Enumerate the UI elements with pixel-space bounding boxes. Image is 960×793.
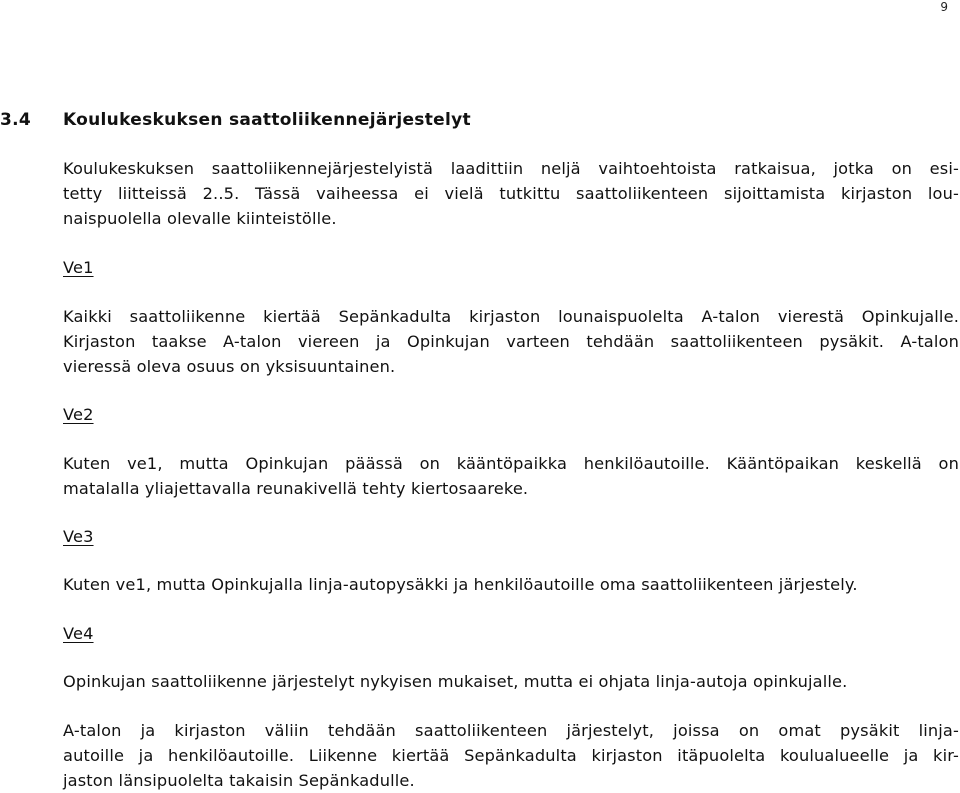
section-title: Koulukeskuksen saattoliikennejärjestelyt [63, 110, 471, 130]
text-line: naispuolella olevalle kiinteistölle. [63, 209, 337, 228]
text-line: tetty liitteissä 2..5. Tässä vaiheessa ei vielä tutkittu saattoliikenteen sijoittamista kirjaston lou- [63, 184, 959, 203]
option-paragraph-ve4 [63, 669, 959, 694]
section-number: 3.4 [0, 110, 32, 130]
text-line: jaston länsipuolelta takaisin Sepänkadulle. [63, 771, 415, 790]
option-paragraph-ve3 [63, 572, 959, 597]
text-line: autoille ja henkilöautoille. Liikenne kiertää Sepänkadulta kirjaston itäpuolelta koulualueelle ja kir- [63, 746, 959, 765]
option-label-ve1: Ve1 [63, 258, 94, 277]
text-line: Kuten ve1, mutta Opinkujalla linja-autopysäkki ja henkilöautoille oma saattoliikenteen järjestely. [63, 575, 858, 594]
text-line: matalalla yliajettavalla reunakivellä tehty kiertosaareke. [63, 479, 529, 498]
page-number: 9 [940, 0, 948, 14]
text-line: Kaikki saattoliikenne kiertää Sepänkadulta kirjaston lounaispuolelta A-talon vierestä Opinkujalle. [63, 307, 959, 326]
text-line: Koulukeskuksen saattoliikennejärjestelyistä laadittiin neljä vaihtoehtoista ratkaisua, jotka on esi- [63, 159, 959, 178]
option-paragraph-ve1 [63, 304, 959, 379]
option-label-ve2: Ve2 [63, 405, 94, 424]
text-line: A-talon ja kirjaston väliin tehdään saattoliikenteen järjestelyt, joissa on omat pysäkit linja- [63, 721, 959, 740]
option-paragraph-ve2 [63, 451, 959, 501]
option-label-ve4: Ve4 [63, 624, 94, 643]
option-label-ve3: Ve3 [63, 527, 94, 546]
text-line: vieressä oleva osuus on yksisuuntainen. [63, 357, 396, 376]
intro-paragraph [63, 156, 959, 231]
text-line: Kirjaston taakse A-talon viereen ja Opinkujan varteen tehdään saattoliikenteen pysäkit. A-talon [63, 332, 959, 351]
closing-paragraph [63, 718, 959, 793]
text-line: Kuten ve1, mutta Opinkujan päässä on kääntöpaikka henkilöautoille. Kääntöpaikan keskellä on [63, 454, 959, 473]
text-line: Opinkujan saattoliikenne järjestelyt nykyisen mukaiset, mutta ei ohjata linja-autoja opinkujalle. [63, 672, 848, 691]
